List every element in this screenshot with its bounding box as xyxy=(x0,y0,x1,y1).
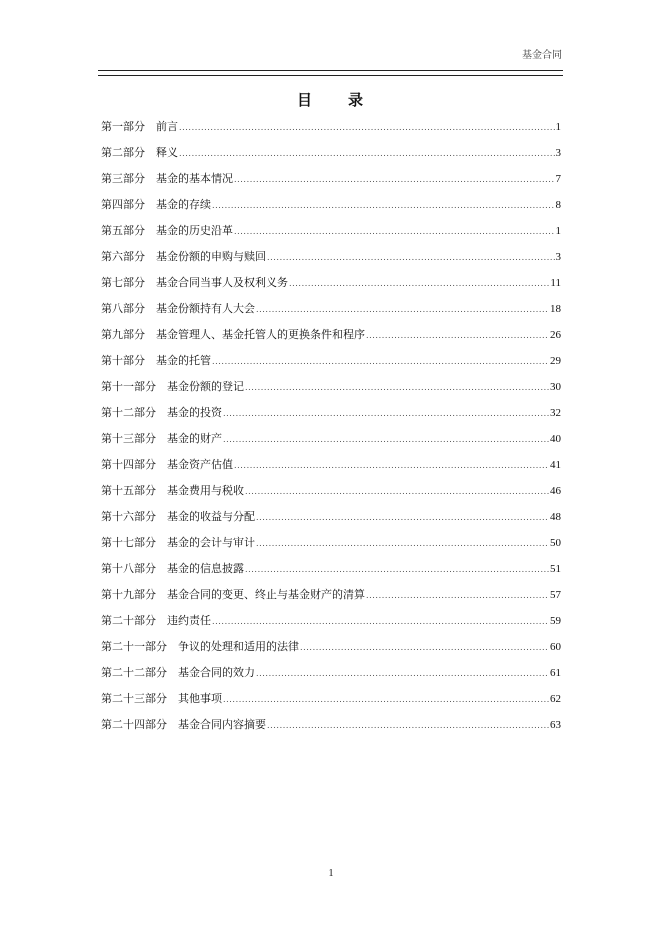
toc-entry-page-number: 46 xyxy=(550,485,561,497)
toc-entry-part: 第四部分 xyxy=(101,198,145,211)
toc-entry-title: 基金份额持有人大会 xyxy=(156,302,255,315)
toc-entry-part: 第八部分 xyxy=(101,302,145,315)
toc-entry-title: 基金合同的变更、终止与基金财产的清算 xyxy=(167,588,365,601)
toc-entry[interactable] xyxy=(101,533,561,559)
toc-entry-leader-dots xyxy=(223,430,549,450)
toc-entry-part: 第十二部分 xyxy=(101,406,156,419)
toc-entry-part: 第十部分 xyxy=(101,354,145,367)
toc-entry-title: 基金合同当事人及权利义务 xyxy=(156,276,288,289)
toc-entry-part: 第二部分 xyxy=(101,146,145,159)
toc-entry-title: 基金的财产 xyxy=(167,432,222,445)
toc-entry-page-number: 3 xyxy=(555,147,561,159)
toc-entry-title: 基金的托管 xyxy=(156,354,211,367)
toc-entry[interactable] xyxy=(101,559,561,585)
toc-entry-leader-dots xyxy=(212,196,555,216)
toc-entry-leader-dots xyxy=(256,534,549,554)
toc-entry-title: 违约责任 xyxy=(167,614,211,627)
toc-entry-part: 第二十四部分 xyxy=(101,718,167,731)
toc-entry-page-number: 26 xyxy=(550,329,561,341)
toc-entry[interactable] xyxy=(101,195,561,221)
toc-entry-page-number: 63 xyxy=(550,719,561,731)
toc-entry-title: 基金的会计与审计 xyxy=(167,536,255,549)
toc-entry-leader-dots xyxy=(256,508,549,528)
toc-entry-part: 第十九部分 xyxy=(101,588,156,601)
toc-entry[interactable] xyxy=(101,221,561,247)
toc-entry-page-number: 1 xyxy=(555,225,561,237)
toc-entry-title: 基金的信息披露 xyxy=(167,562,244,575)
toc-entry-leader-dots xyxy=(245,560,549,580)
toc-entry-title: 基金的存续 xyxy=(156,198,211,211)
toc-entry-page-number: 7 xyxy=(555,173,561,185)
toc-entry-title: 基金合同内容摘要 xyxy=(178,718,266,731)
toc-entry-page-number: 57 xyxy=(550,589,561,601)
toc-entry-page-number: 8 xyxy=(555,199,561,211)
toc-entry-title: 基金的历史沿革 xyxy=(156,224,233,237)
toc-entry-leader-dots xyxy=(245,378,549,398)
toc-entry-leader-dots xyxy=(267,248,555,268)
toc-entry-part: 第二十二部分 xyxy=(101,666,167,679)
toc-entry-part: 第二十一部分 xyxy=(101,640,167,653)
toc-entry-leader-dots xyxy=(267,716,549,736)
toc-entry-leader-dots xyxy=(179,144,555,164)
toc-entry-page-number: 60 xyxy=(550,641,561,653)
toc-entry-leader-dots xyxy=(223,690,549,710)
toc-entry-page-number: 59 xyxy=(550,615,561,627)
toc-entry-part: 第十一部分 xyxy=(101,380,156,393)
toc-entry-title: 前言 xyxy=(156,120,178,133)
toc-entry-title: 基金合同的效力 xyxy=(178,666,255,679)
toc-entry-part: 第一部分 xyxy=(101,120,145,133)
toc-entry[interactable] xyxy=(101,403,561,429)
toc-title: 目 录 xyxy=(296,91,365,109)
toc-entry-part: 第五部分 xyxy=(101,224,145,237)
toc-entry-page-number: 41 xyxy=(550,459,561,471)
toc-entry[interactable] xyxy=(101,299,561,325)
toc-list xyxy=(101,117,561,741)
toc-entry-leader-dots xyxy=(366,586,549,606)
toc-entry-page-number: 18 xyxy=(550,303,561,315)
toc-entry[interactable] xyxy=(101,143,561,169)
toc-entry[interactable] xyxy=(101,507,561,533)
toc-entry-part: 第十八部分 xyxy=(101,562,156,575)
toc-entry-title: 其他事项 xyxy=(178,692,222,705)
toc-entry-page-number: 50 xyxy=(550,537,561,549)
toc-entry[interactable] xyxy=(101,247,561,273)
toc-entry-page-number: 40 xyxy=(550,433,561,445)
toc-entry-leader-dots xyxy=(245,482,549,502)
toc-entry-page-number: 1 xyxy=(555,121,561,133)
toc-entry-title: 释义 xyxy=(156,146,178,159)
toc-entry[interactable] xyxy=(101,585,561,611)
toc-entry-leader-dots xyxy=(256,300,549,320)
toc-entry-part: 第三部分 xyxy=(101,172,145,185)
toc-entry[interactable] xyxy=(101,117,561,143)
header-rule-thin xyxy=(98,75,563,76)
toc-entry-page-number: 29 xyxy=(550,355,561,367)
toc-entry-title: 基金的收益与分配 xyxy=(167,510,255,523)
toc-entry-leader-dots xyxy=(179,118,555,138)
toc-entry-leader-dots xyxy=(223,404,549,424)
toc-entry-part: 第十五部分 xyxy=(101,484,156,497)
toc-entry-part: 第九部分 xyxy=(101,328,145,341)
toc-entry-page-number: 11 xyxy=(550,277,561,289)
running-header: 基金合同 xyxy=(522,50,562,61)
toc-entry-page-number: 51 xyxy=(550,563,561,575)
toc-entry-page-number: 32 xyxy=(550,407,561,419)
toc-entry-title: 基金的基本情况 xyxy=(156,172,233,185)
toc-entry-part: 第六部分 xyxy=(101,250,145,263)
toc-entry-part: 第二十部分 xyxy=(101,614,156,627)
toc-entry-leader-dots xyxy=(234,456,549,476)
toc-entry[interactable] xyxy=(101,377,561,403)
toc-entry-part: 第十四部分 xyxy=(101,458,156,471)
toc-entry-part: 第十七部分 xyxy=(101,536,156,549)
toc-entry-leader-dots xyxy=(234,222,555,242)
toc-entry[interactable] xyxy=(101,611,561,637)
toc-entry-title: 基金份额的登记 xyxy=(167,380,244,393)
toc-entry-title: 基金份额的申购与赎回 xyxy=(156,250,266,263)
toc-entry-title: 基金的投资 xyxy=(167,406,222,419)
toc-entry-part: 第十六部分 xyxy=(101,510,156,523)
toc-entry-title: 基金管理人、基金托管人的更换条件和程序 xyxy=(156,328,365,341)
toc-entry-title: 基金资产估值 xyxy=(167,458,233,471)
toc-entry[interactable] xyxy=(101,351,561,377)
toc-entry[interactable] xyxy=(101,169,561,195)
toc-entry[interactable] xyxy=(101,689,561,715)
toc-entry[interactable] xyxy=(101,455,561,481)
toc-entry-leader-dots xyxy=(300,638,549,658)
toc-entry[interactable] xyxy=(101,715,561,741)
toc-entry-leader-dots xyxy=(366,326,549,346)
toc-entry[interactable] xyxy=(101,273,561,299)
toc-entry[interactable] xyxy=(101,637,561,663)
toc-entry-page-number: 3 xyxy=(555,251,561,263)
toc-entry-leader-dots xyxy=(256,664,549,684)
toc-entry-leader-dots xyxy=(289,274,549,294)
toc-entry-page-number: 61 xyxy=(550,667,561,679)
toc-entry-page-number: 30 xyxy=(550,381,561,393)
toc-entry-page-number: 62 xyxy=(550,693,561,705)
header-rule-thick xyxy=(98,70,563,71)
toc-entry-title: 基金费用与税收 xyxy=(167,484,244,497)
toc-entry-leader-dots xyxy=(212,612,549,632)
toc-entry[interactable] xyxy=(101,325,561,351)
toc-entry-part: 第二十三部分 xyxy=(101,692,167,705)
toc-entry-part: 第七部分 xyxy=(101,276,145,289)
toc-entry-part: 第十三部分 xyxy=(101,432,156,445)
toc-entry[interactable] xyxy=(101,481,561,507)
toc-entry-page-number: 48 xyxy=(550,511,561,523)
toc-entry-leader-dots xyxy=(234,170,555,190)
toc-entry[interactable] xyxy=(101,663,561,689)
page-number: 1 xyxy=(328,868,334,879)
toc-entry[interactable] xyxy=(101,429,561,455)
toc-entry-title: 争议的处理和适用的法律 xyxy=(178,640,299,653)
toc-entry-leader-dots xyxy=(212,352,549,372)
